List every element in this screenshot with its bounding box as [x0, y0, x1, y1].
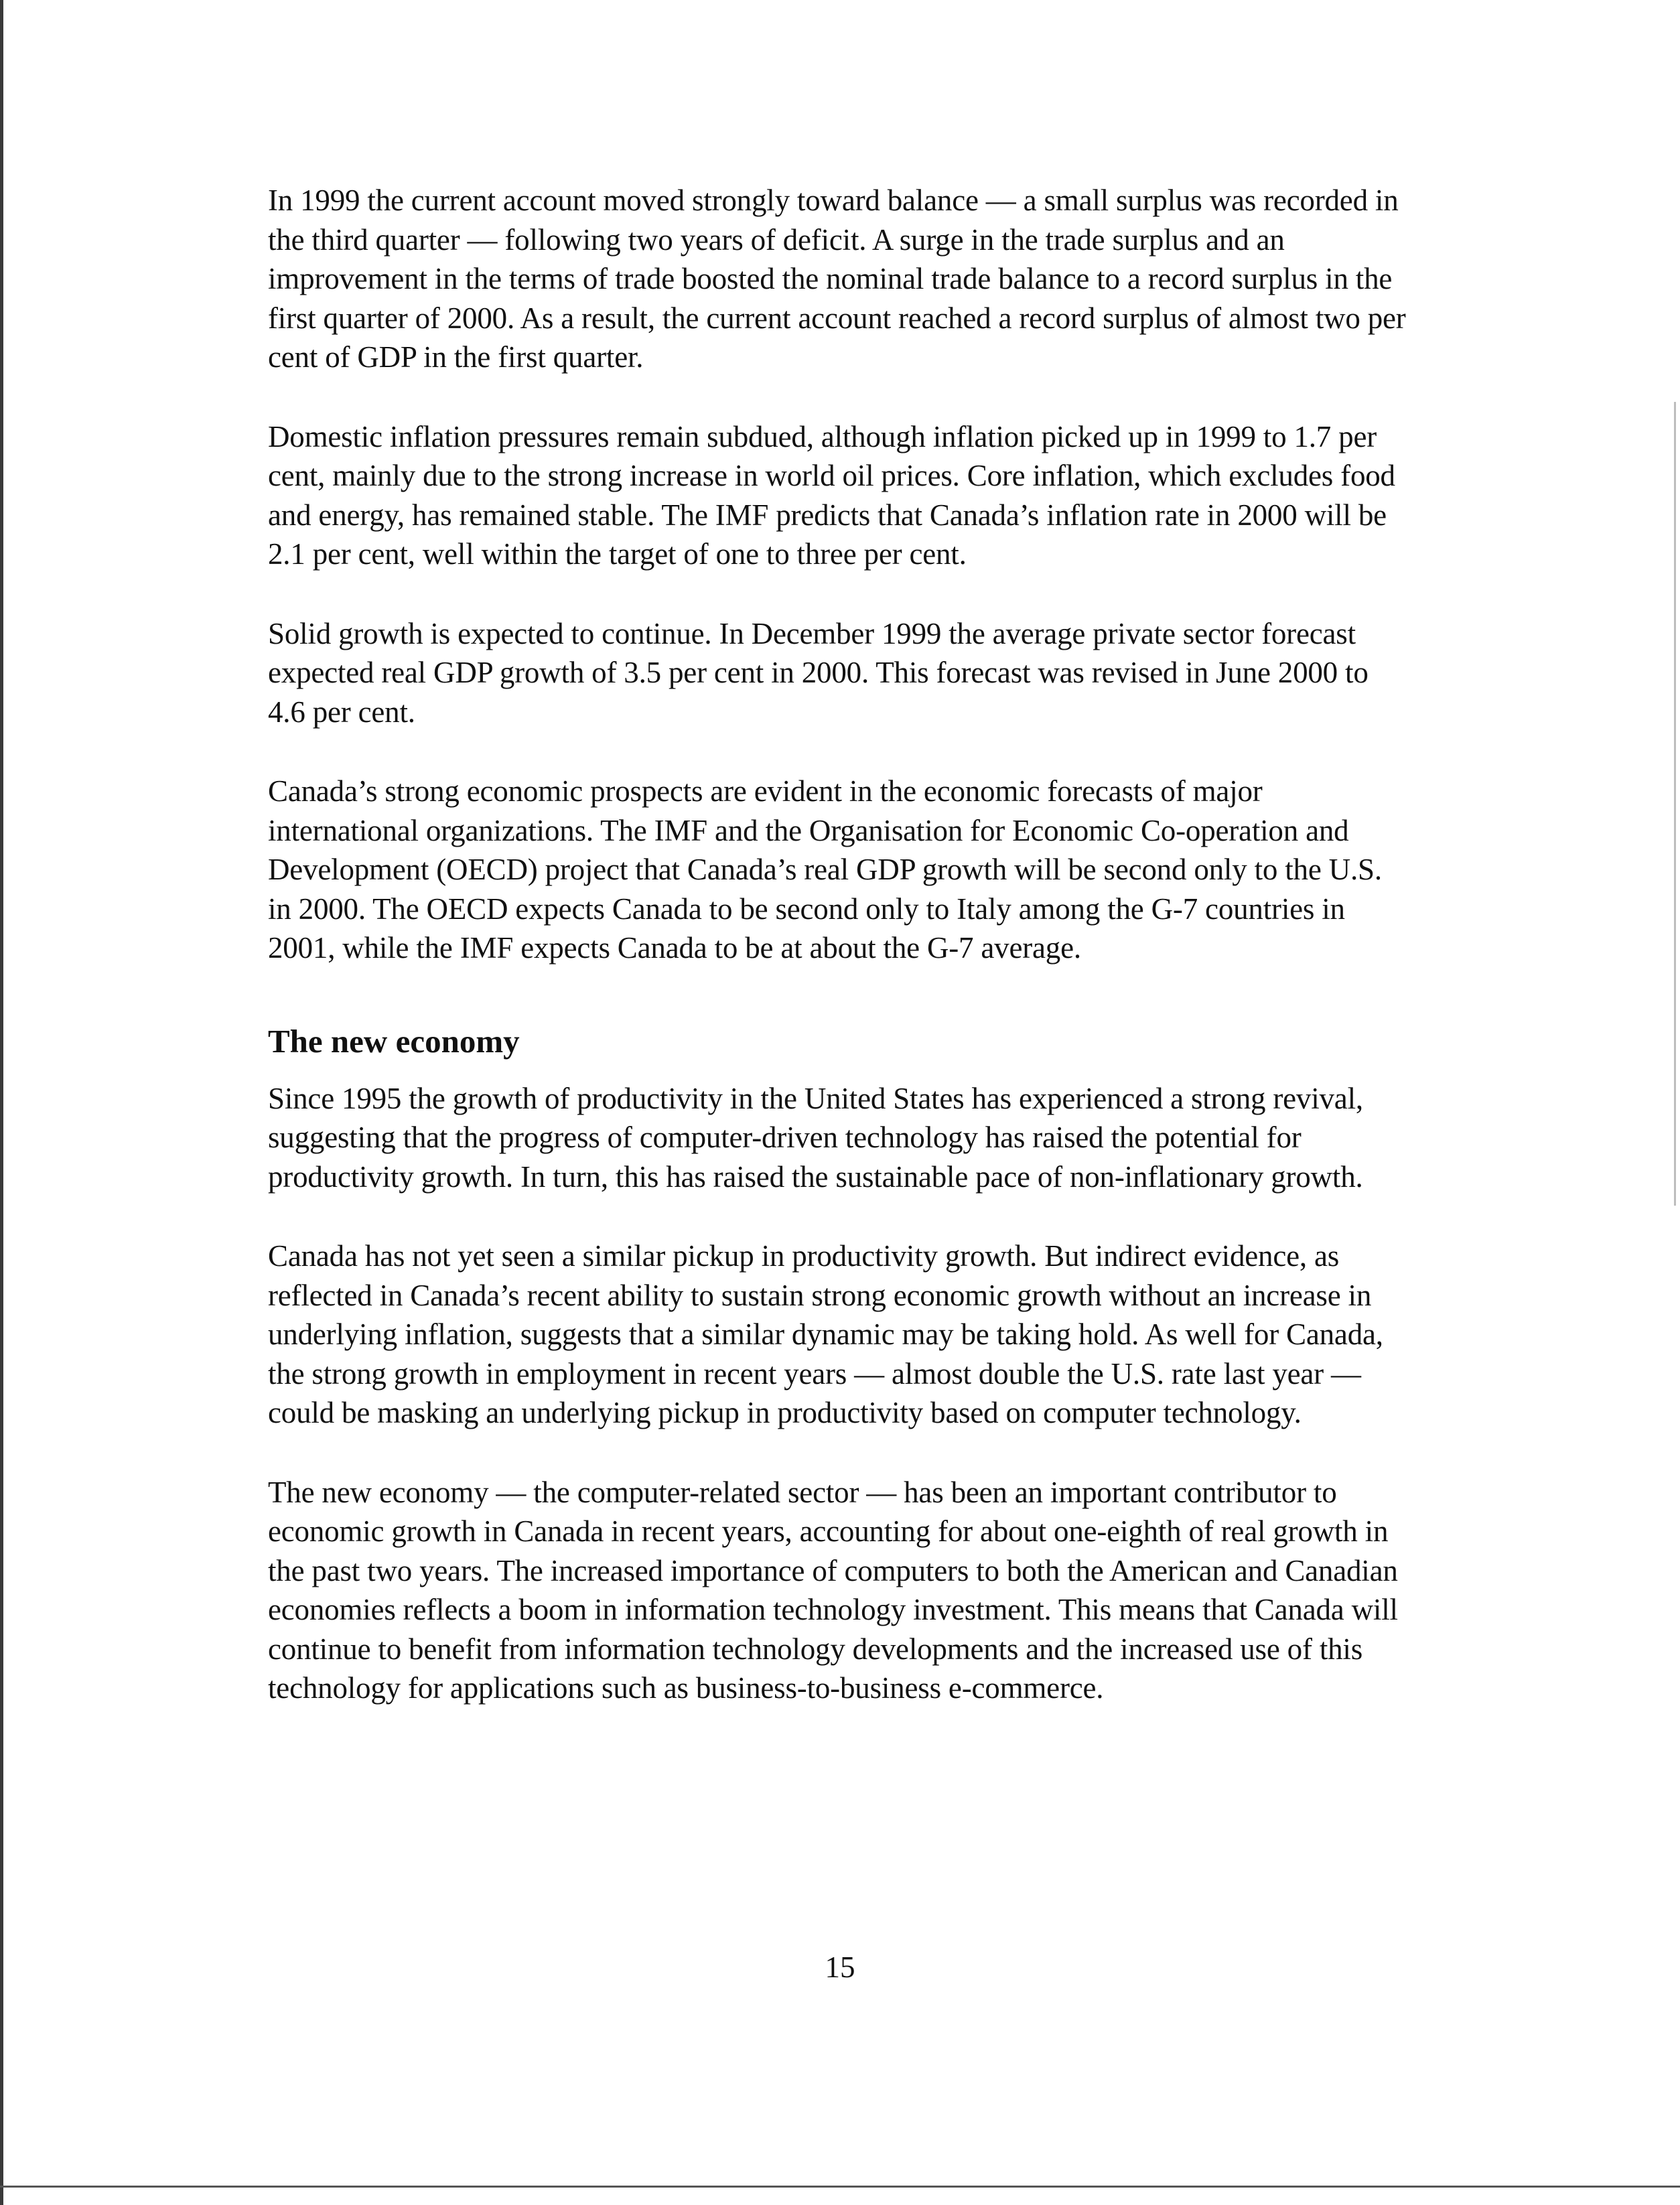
paragraph-current-account: In 1999 the current account moved strongly toward balance — a small surplus was recorded in the third quarter — following two years of deficit. A surge in the trade surplus and an improvement in the terms of trade boosted the nominal trade balance to a record surplus in the first quarter of 2000. As a result, the current account reached a record surplus of almost two per cent of GDP in the first quarter. — [268, 184, 1406, 374]
paragraph-growth-forecast: Solid growth is expected to continue. In December 1999 the average private sector forecast expected real GDP growth of 3.5 per cent in 2000. This forecast was revised in June 2000 to 4.6 per cent. — [268, 616, 1369, 729]
paragraph-us-productivity: Since 1995 the growth of productivity in the United States has experienced a strong revival, suggesting that the progress of computer-driven technology has raised the potential for productivity growth. In turn, this has raised the sustainable pace of non-inflationary growth. — [268, 1081, 1363, 1194]
page-number: 15 — [825, 1950, 855, 1984]
scan-edge-left — [0, 0, 3, 2205]
paragraph-international-forecasts: Canada’s strong economic prospects are evident in the economic forecasts of major international organizations. The IMF and the Organisation for Economic Co-operation and Development (OECD) project that Canada’s real GDP growth will be second only to the U.S. in 2000. The OECD expects Canada to be second only to Italy among the G-7 countries in 2001, while the IMF expects Canada to be at about the G-7 average. — [268, 774, 1382, 965]
paragraph-canada-productivity: Canada has not yet seen a similar pickup in productivity growth. But indirect evidence, as reflected in Canada’s recent ability to sustain strong economic growth without an increase in underlying inflation, suggests that a similar dynamic may be taking hold. As well for Canada, the strong growth in employment in recent years — almost double the U.S. rate last year — could be masking an underlying pickup in productivity based on computer technology. — [268, 1239, 1383, 1429]
page-body — [268, 181, 1407, 1748]
paragraph-computer-sector: The new economy — the computer-related sector — has been an important contributor to economic growth in Canada in recent years, accounting for about one-eighth of real growth in the past two years. The increased importance of computers to both the American and Canadian economies reflects a boom in information technology investment. This means that Canada will continue to benefit from information technology developments and the increased use of this technology for applications such as business-to-business e-commerce. — [268, 1475, 1398, 1705]
scan-edge-bottom — [0, 2186, 1680, 2188]
scan-edge-right — [1674, 402, 1676, 1206]
paragraph-inflation: Domestic inflation pressures remain subdued, although inflation picked up in 1999 to 1.7 per cent, mainly due to the strong increase in world oil prices. Core inflation, which excludes food and energy, has remained stable. The IMF predicts that Canada’s inflation rate in 2000 will be 2.1 per cent, well within the target of one to three per cent. — [268, 419, 1395, 571]
section-heading: The new economy — [268, 1022, 520, 1060]
